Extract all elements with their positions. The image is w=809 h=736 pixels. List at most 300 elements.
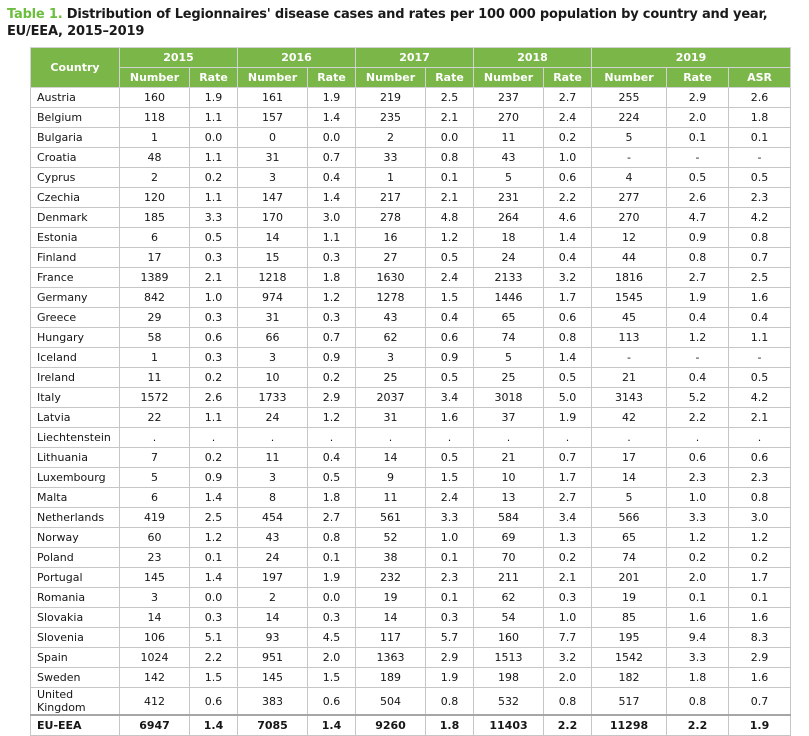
value-cell: 24 xyxy=(474,248,544,268)
value-cell: 2.2 xyxy=(544,715,592,736)
value-cell: 1278 xyxy=(356,288,426,308)
value-cell: 2.9 xyxy=(667,88,729,108)
value-cell: 23 xyxy=(120,548,190,568)
value-cell: 0.4 xyxy=(667,308,729,328)
value-cell: 1.4 xyxy=(308,188,356,208)
value-cell: 2.3 xyxy=(667,468,729,488)
value-cell: 3.0 xyxy=(308,208,356,228)
value-cell: 14 xyxy=(356,608,426,628)
value-cell: 117 xyxy=(356,628,426,648)
value-cell: 0.5 xyxy=(426,248,474,268)
value-cell: 2.0 xyxy=(544,668,592,688)
value-cell: 54 xyxy=(474,608,544,628)
value-cell: 27 xyxy=(356,248,426,268)
value-cell: 4 xyxy=(592,168,667,188)
value-cell: 1.1 xyxy=(190,408,238,428)
table-row xyxy=(31,668,791,688)
value-cell: 1.6 xyxy=(426,408,474,428)
value-cell: 383 xyxy=(238,688,308,716)
value-cell: 0.7 xyxy=(308,148,356,168)
value-cell: 14 xyxy=(238,228,308,248)
value-cell: 19 xyxy=(356,588,426,608)
table-row xyxy=(31,428,791,448)
value-cell: 1 xyxy=(356,168,426,188)
value-cell: 17 xyxy=(120,248,190,268)
table-row xyxy=(31,248,791,268)
value-cell: . xyxy=(667,428,729,448)
value-cell: . xyxy=(356,428,426,448)
value-cell: 21 xyxy=(592,368,667,388)
value-cell: 1 xyxy=(120,128,190,148)
value-cell: 7 xyxy=(120,448,190,468)
value-cell: 1.9 xyxy=(426,668,474,688)
value-cell: 504 xyxy=(356,688,426,716)
value-cell: 31 xyxy=(356,408,426,428)
value-cell: 66 xyxy=(238,328,308,348)
value-cell: 2.3 xyxy=(729,188,791,208)
table-row xyxy=(31,628,791,648)
value-cell: . xyxy=(308,428,356,448)
country-cell: Finland xyxy=(31,248,120,268)
value-cell: 2.3 xyxy=(426,568,474,588)
value-cell: . xyxy=(426,428,474,448)
value-cell: 1 xyxy=(120,348,190,368)
value-cell: 1.9 xyxy=(729,715,791,736)
value-cell: 157 xyxy=(238,108,308,128)
value-cell: 3.3 xyxy=(190,208,238,228)
value-cell: 2.0 xyxy=(667,108,729,128)
value-cell: 1.8 xyxy=(426,715,474,736)
value-cell: 2.2 xyxy=(667,408,729,428)
value-cell: 195 xyxy=(592,628,667,648)
value-cell: 0.1 xyxy=(426,168,474,188)
value-cell: 0.1 xyxy=(426,588,474,608)
value-cell: 11 xyxy=(474,128,544,148)
value-cell: 16 xyxy=(356,228,426,248)
value-cell: 5.2 xyxy=(667,388,729,408)
value-cell: - xyxy=(667,348,729,368)
value-cell: 219 xyxy=(356,88,426,108)
value-cell: 1.9 xyxy=(308,568,356,588)
value-cell: 6947 xyxy=(120,715,190,736)
value-cell: 1.4 xyxy=(190,488,238,508)
value-cell: 0.8 xyxy=(729,228,791,248)
value-cell: 4.7 xyxy=(667,208,729,228)
year-header-2016: 2016 xyxy=(238,48,356,68)
value-cell: 270 xyxy=(592,208,667,228)
value-cell: . xyxy=(120,428,190,448)
value-cell: 4.5 xyxy=(308,628,356,648)
value-cell: 1.1 xyxy=(190,148,238,168)
value-cell: 1.0 xyxy=(426,528,474,548)
value-cell: 74 xyxy=(592,548,667,568)
country-cell: Germany xyxy=(31,288,120,308)
value-cell: 1.2 xyxy=(190,528,238,548)
table-row xyxy=(31,388,791,408)
table-row xyxy=(31,268,791,288)
country-cell: Belgium xyxy=(31,108,120,128)
value-cell: 201 xyxy=(592,568,667,588)
table-row xyxy=(31,468,791,488)
value-cell: 1363 xyxy=(356,648,426,668)
value-cell: 0.2 xyxy=(308,368,356,388)
value-cell: 1.1 xyxy=(190,188,238,208)
value-cell: 1545 xyxy=(592,288,667,308)
value-cell: 2.4 xyxy=(426,488,474,508)
value-cell: 2.5 xyxy=(190,508,238,528)
value-cell: 7.7 xyxy=(544,628,592,648)
country-cell: Hungary xyxy=(31,328,120,348)
value-cell: 4.2 xyxy=(729,388,791,408)
value-cell: 1.2 xyxy=(667,528,729,548)
value-cell: 454 xyxy=(238,508,308,528)
table-row xyxy=(31,308,791,328)
table-row xyxy=(31,448,791,468)
value-cell: 2.0 xyxy=(667,568,729,588)
value-cell: 0.8 xyxy=(426,148,474,168)
value-cell: 113 xyxy=(592,328,667,348)
col-header-2016-number: Number xyxy=(238,68,308,88)
value-cell: 5 xyxy=(474,168,544,188)
value-cell: 145 xyxy=(238,668,308,688)
col-header-2018-rate: Rate xyxy=(544,68,592,88)
value-cell: - xyxy=(729,348,791,368)
value-cell: 270 xyxy=(474,108,544,128)
value-cell: 1.4 xyxy=(190,568,238,588)
value-cell: 5 xyxy=(592,488,667,508)
col-header-2019-asr: ASR xyxy=(729,68,791,88)
value-cell: . xyxy=(190,428,238,448)
value-cell: 0.3 xyxy=(190,308,238,328)
value-cell: 237 xyxy=(474,88,544,108)
value-cell: 1733 xyxy=(238,388,308,408)
table-container xyxy=(30,47,809,736)
table-row xyxy=(31,528,791,548)
value-cell: 561 xyxy=(356,508,426,528)
value-cell: 0.1 xyxy=(426,548,474,568)
value-cell: 14 xyxy=(120,608,190,628)
col-header-2019-rate: Rate xyxy=(667,68,729,88)
value-cell: 1.2 xyxy=(729,528,791,548)
table-row xyxy=(31,148,791,168)
table-row xyxy=(31,408,791,428)
value-cell: 1.2 xyxy=(308,408,356,428)
value-cell: 2.5 xyxy=(426,88,474,108)
value-cell: 2.1 xyxy=(426,188,474,208)
value-cell: 11 xyxy=(356,488,426,508)
value-cell: 0.7 xyxy=(729,248,791,268)
value-cell: 0.3 xyxy=(544,588,592,608)
value-cell: 2.4 xyxy=(426,268,474,288)
table-row xyxy=(31,328,791,348)
table-row xyxy=(31,168,791,188)
value-cell: 198 xyxy=(474,668,544,688)
value-cell: 1.9 xyxy=(544,408,592,428)
value-cell: 419 xyxy=(120,508,190,528)
value-cell: 1.0 xyxy=(544,608,592,628)
value-cell: 0.0 xyxy=(190,128,238,148)
country-cell: Czechia xyxy=(31,188,120,208)
value-cell: 0.4 xyxy=(426,308,474,328)
value-cell: 2.7 xyxy=(667,268,729,288)
value-cell: 2.1 xyxy=(426,108,474,128)
value-cell: 1.8 xyxy=(308,268,356,288)
table-row xyxy=(31,568,791,588)
country-cell: Latvia xyxy=(31,408,120,428)
value-cell: 1.6 xyxy=(729,288,791,308)
value-cell: 0.4 xyxy=(667,368,729,388)
value-cell: 182 xyxy=(592,668,667,688)
value-cell: 19 xyxy=(592,588,667,608)
value-cell: 0.2 xyxy=(544,548,592,568)
value-cell: 3 xyxy=(356,348,426,368)
value-cell: 7085 xyxy=(238,715,308,736)
value-cell: 1630 xyxy=(356,268,426,288)
value-cell: 0.0 xyxy=(308,128,356,148)
value-cell: 3.2 xyxy=(544,648,592,668)
value-cell: 1.6 xyxy=(667,608,729,628)
country-cell: Portugal xyxy=(31,568,120,588)
value-cell: 6 xyxy=(120,488,190,508)
value-cell: 2 xyxy=(120,168,190,188)
value-cell: 145 xyxy=(120,568,190,588)
value-cell: 189 xyxy=(356,668,426,688)
total-row xyxy=(31,715,791,736)
value-cell: 1816 xyxy=(592,268,667,288)
value-cell: 5.0 xyxy=(544,388,592,408)
year-header-2019: 2019 xyxy=(592,48,791,68)
value-cell: . xyxy=(544,428,592,448)
col-header-2015-number: Number xyxy=(120,68,190,88)
value-cell: 0.2 xyxy=(190,368,238,388)
value-cell: 1.2 xyxy=(308,288,356,308)
value-cell: 1542 xyxy=(592,648,667,668)
value-cell: 0.7 xyxy=(544,448,592,468)
value-cell: 0.5 xyxy=(729,368,791,388)
value-cell: 1513 xyxy=(474,648,544,668)
value-cell: 1.5 xyxy=(190,668,238,688)
table-title-text: Distribution of Legionnaires' disease cases and rates per 100 000 population by country and year, EU/EEA, 2015–2019 xyxy=(7,7,768,39)
value-cell: 1.4 xyxy=(544,348,592,368)
value-cell: 1.6 xyxy=(729,668,791,688)
value-cell: 0.8 xyxy=(544,328,592,348)
value-cell: 170 xyxy=(238,208,308,228)
value-cell: 9.4 xyxy=(667,628,729,648)
value-cell: 1572 xyxy=(120,388,190,408)
country-cell: Norway xyxy=(31,528,120,548)
year-header-2015: 2015 xyxy=(120,48,238,68)
value-cell: 0.6 xyxy=(190,328,238,348)
value-cell: 2.7 xyxy=(544,88,592,108)
table-row xyxy=(31,488,791,508)
value-cell: 1.0 xyxy=(667,488,729,508)
value-cell: 37 xyxy=(474,408,544,428)
table-row xyxy=(31,108,791,128)
value-cell: 1.5 xyxy=(426,468,474,488)
value-cell: 6 xyxy=(120,228,190,248)
value-cell: 3 xyxy=(120,588,190,608)
value-cell: 3 xyxy=(238,348,308,368)
value-cell: - xyxy=(592,348,667,368)
country-cell: Liechtenstein xyxy=(31,428,120,448)
value-cell: 0.6 xyxy=(544,308,592,328)
value-cell: 0.0 xyxy=(190,588,238,608)
value-cell: 1.8 xyxy=(729,108,791,128)
value-cell: 0.3 xyxy=(190,608,238,628)
table-row xyxy=(31,688,791,716)
value-cell: 532 xyxy=(474,688,544,716)
value-cell: 147 xyxy=(238,188,308,208)
value-cell: 2.1 xyxy=(190,268,238,288)
value-cell: 0.6 xyxy=(308,688,356,716)
value-cell: 1.7 xyxy=(544,468,592,488)
value-cell: 48 xyxy=(120,148,190,168)
value-cell: 1.4 xyxy=(308,715,356,736)
value-cell: 62 xyxy=(356,328,426,348)
country-cell: Estonia xyxy=(31,228,120,248)
country-cell: Denmark xyxy=(31,208,120,228)
value-cell: 160 xyxy=(120,88,190,108)
value-cell: 0.2 xyxy=(667,548,729,568)
value-cell: 2.6 xyxy=(729,88,791,108)
value-cell: 25 xyxy=(474,368,544,388)
value-cell: 3018 xyxy=(474,388,544,408)
country-cell: Greece xyxy=(31,308,120,328)
value-cell: 2037 xyxy=(356,388,426,408)
value-cell: 21 xyxy=(474,448,544,468)
value-cell: 5.7 xyxy=(426,628,474,648)
value-cell: 14 xyxy=(356,448,426,468)
value-cell: 3 xyxy=(238,168,308,188)
value-cell: 14 xyxy=(238,608,308,628)
country-cell: Slovakia xyxy=(31,608,120,628)
value-cell: 0.3 xyxy=(308,608,356,628)
value-cell: 65 xyxy=(474,308,544,328)
value-cell: 412 xyxy=(120,688,190,716)
value-cell: 0.4 xyxy=(308,168,356,188)
country-cell: Lithuania xyxy=(31,448,120,468)
country-cell: Luxembourg xyxy=(31,468,120,488)
value-cell: 85 xyxy=(592,608,667,628)
value-cell: 0 xyxy=(238,128,308,148)
value-cell: 224 xyxy=(592,108,667,128)
value-cell: 22 xyxy=(120,408,190,428)
value-cell: 58 xyxy=(120,328,190,348)
value-cell: 106 xyxy=(120,628,190,648)
country-cell: Croatia xyxy=(31,148,120,168)
table-row xyxy=(31,588,791,608)
country-cell: Iceland xyxy=(31,348,120,368)
value-cell: 2.7 xyxy=(308,508,356,528)
value-cell: 11298 xyxy=(592,715,667,736)
value-cell: 1.2 xyxy=(667,328,729,348)
value-cell: 0.1 xyxy=(667,128,729,148)
col-header-2018-number: Number xyxy=(474,68,544,88)
value-cell: 0.5 xyxy=(426,368,474,388)
value-cell: 0.5 xyxy=(426,448,474,468)
value-cell: 8.3 xyxy=(729,628,791,648)
value-cell: 13 xyxy=(474,488,544,508)
value-cell: 4.6 xyxy=(544,208,592,228)
value-cell: 2.1 xyxy=(729,408,791,428)
value-cell: 142 xyxy=(120,668,190,688)
col-header-2017-number: Number xyxy=(356,68,426,88)
value-cell: 232 xyxy=(356,568,426,588)
value-cell: 0.1 xyxy=(667,588,729,608)
value-cell: 0.4 xyxy=(729,308,791,328)
table-row xyxy=(31,608,791,628)
country-cell: United Kingdom xyxy=(31,688,120,716)
value-cell: 10 xyxy=(474,468,544,488)
value-cell: 24 xyxy=(238,548,308,568)
col-header-2016-rate: Rate xyxy=(308,68,356,88)
value-cell: 1.4 xyxy=(190,715,238,736)
value-cell: 0.2 xyxy=(544,128,592,148)
value-cell: 1.7 xyxy=(729,568,791,588)
country-cell: EU-EEA xyxy=(31,715,120,736)
value-cell: . xyxy=(238,428,308,448)
value-cell: 2.4 xyxy=(544,108,592,128)
value-cell: 2 xyxy=(356,128,426,148)
value-cell: 10 xyxy=(238,368,308,388)
value-cell: - xyxy=(729,148,791,168)
value-cell: 25 xyxy=(356,368,426,388)
value-cell: 0.8 xyxy=(667,688,729,716)
value-cell: 1389 xyxy=(120,268,190,288)
col-header-2017-rate: Rate xyxy=(426,68,474,88)
value-cell: 1.1 xyxy=(308,228,356,248)
country-cell: Malta xyxy=(31,488,120,508)
value-cell: 1.1 xyxy=(190,108,238,128)
value-cell: 43 xyxy=(238,528,308,548)
value-cell: 161 xyxy=(238,88,308,108)
value-cell: 0.0 xyxy=(426,128,474,148)
value-cell: . xyxy=(474,428,544,448)
country-cell: Ireland xyxy=(31,368,120,388)
value-cell: 517 xyxy=(592,688,667,716)
country-cell: Austria xyxy=(31,88,120,108)
table-row xyxy=(31,348,791,368)
value-cell: 1.5 xyxy=(426,288,474,308)
value-cell: 1.3 xyxy=(544,528,592,548)
value-cell: 0.1 xyxy=(308,548,356,568)
value-cell: 69 xyxy=(474,528,544,548)
value-cell: 0.0 xyxy=(308,588,356,608)
value-cell: 1.4 xyxy=(544,228,592,248)
col-header-2015-rate: Rate xyxy=(190,68,238,88)
value-cell: 2.2 xyxy=(544,188,592,208)
value-cell: 120 xyxy=(120,188,190,208)
value-cell: 0.5 xyxy=(308,468,356,488)
value-cell: 1.6 xyxy=(729,608,791,628)
value-cell: 3143 xyxy=(592,388,667,408)
value-cell: 211 xyxy=(474,568,544,588)
value-cell: 584 xyxy=(474,508,544,528)
value-cell: 2.9 xyxy=(308,388,356,408)
value-cell: 3.3 xyxy=(667,508,729,528)
value-cell: 42 xyxy=(592,408,667,428)
table-row xyxy=(31,548,791,568)
value-cell: 0.8 xyxy=(426,688,474,716)
value-cell: 2.9 xyxy=(729,648,791,668)
value-cell: 65 xyxy=(592,528,667,548)
value-cell: 43 xyxy=(474,148,544,168)
value-cell: 0.3 xyxy=(308,308,356,328)
value-cell: 0.8 xyxy=(667,248,729,268)
value-cell: 0.2 xyxy=(729,548,791,568)
table-row xyxy=(31,128,791,148)
value-cell: 5 xyxy=(120,468,190,488)
